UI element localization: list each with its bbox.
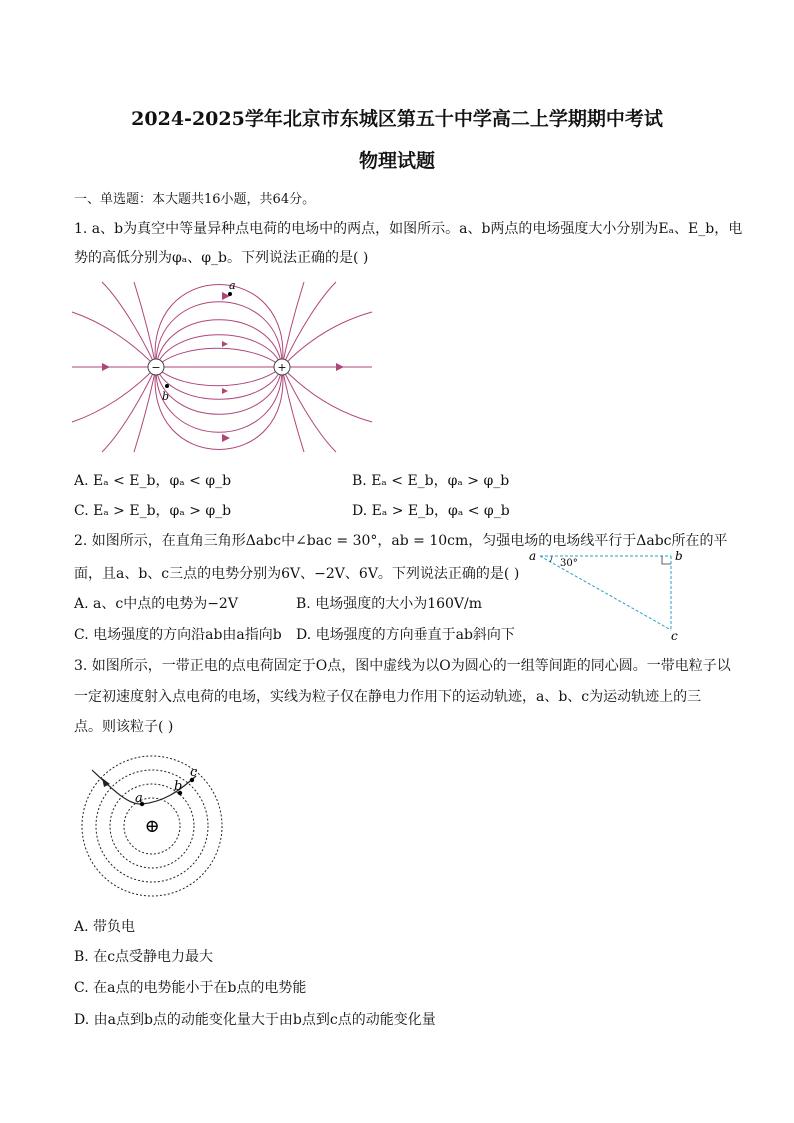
section-heading: 一、单选题：本大题共16小题，共64分。 [74,192,316,207]
q3-option-c: C. 在a点的电势能小于在b点的电势能 [74,980,307,996]
label-b: b [162,390,170,403]
q3-option-b: B. 在c点受静电力最大 [74,949,214,965]
label-b: b [675,549,683,563]
q1-stem-line2: 势的高低分别为φₐ、φ_b。下列说法正确的是( ) [74,250,369,266]
q3-stem-line1: 3. 如图所示，一带正电的点电荷固定于O点，图中虚线为以O为圆心的一组等间距的同心圆。一带电粒子以 [74,658,731,674]
q2-stem-line1: 2. 如图所示，在直角三角形Δabc中∠bac = 30°，ab = 10cm，匀强电场的电场线平行于Δabc所在的平 [74,533,728,549]
q3-stem-line3: 点。则该粒子( ) [74,719,174,735]
q2-option-b: B. 电场强度的大小为160V/m [296,596,483,612]
q3-option-a: A. 带负电 [74,919,136,935]
q2-option-a: A. a、c中点的电势为−2V [74,596,238,612]
q3-orbit-figure [78,760,238,910]
page-subtitle: 物理试题 [358,150,435,172]
page-title: 2024-2025学年北京市东城区第五十中学高二上学期期中考试 [131,108,663,130]
q1-option-b: B. Eₐ < E_b，φₐ > φ_b [352,473,510,489]
positive-charge-o: ⊕ [144,816,160,837]
q3-option-d: D. 由a点到b点的动能变化量大于由b点到c点的动能变化量 [74,1012,436,1028]
negative-charge-sign: − [151,361,161,374]
label-b: b [174,779,183,794]
point-b [165,384,169,388]
label-a: a [135,791,143,806]
q2-triangle-figure [528,548,688,643]
q1-option-c: C. Eₐ > E_b，φₐ > φ_b [74,503,232,519]
label-a: a [229,279,236,292]
label-c: c [190,765,198,780]
q2-option-d: D. 电场强度的方向垂直于ab斜向下 [296,627,515,643]
angle-label: 30° [560,558,578,569]
q1-stem-line1: 1. a、b为真空中等量异种点电荷的电场中的两点，如图所示。a、b两点的电场强度大小分别为Eₐ、E_b，电 [74,221,743,237]
label-a: a [529,549,537,563]
point-a [228,292,232,296]
positive-charge-sign: + [277,361,287,374]
label-c: c [671,629,678,643]
q2-option-c: C. 电场强度的方向沿ab由a指向b [74,627,282,643]
q1-option-a: A. Eₐ < E_b，φₐ < φ_b [74,473,232,489]
q1-field-figure [72,279,382,452]
q2-stem-line2: 面，且a、b、c三点的电势分别为6V、−2V、6V。下列说法正确的是( ) [74,566,520,582]
q1-option-d: D. Eₐ > E_b，φₐ < φ_b [352,503,510,519]
q3-stem-line2: 一定初速度射入点电荷的电场，实线为粒子仅在静电力作用下的运动轨迹，a、b、c为运动轨迹上的三 [74,689,702,705]
